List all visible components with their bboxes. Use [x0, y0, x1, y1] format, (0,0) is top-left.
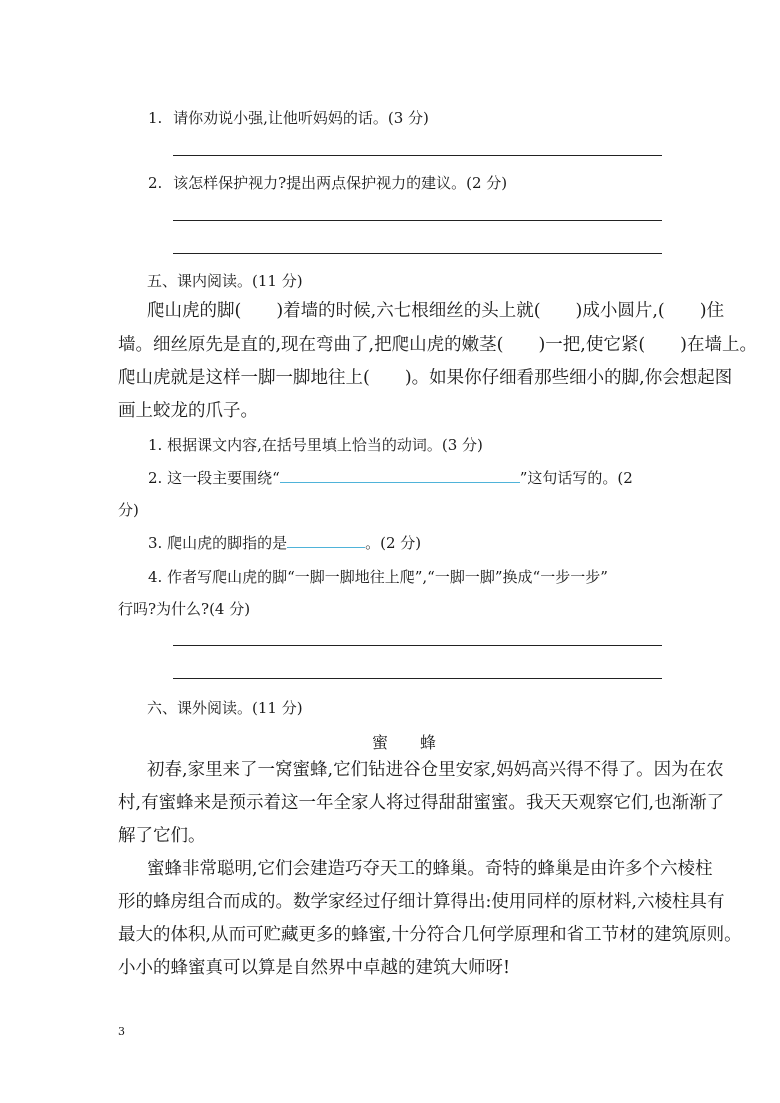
answer-line[interactable] — [173, 678, 662, 679]
answer-line[interactable] — [173, 645, 662, 646]
question-5-4: 4. 作者写爬山虎的脚“一脚一脚地往上爬”,“一脚一脚”换成“一步一步” — [148, 568, 608, 586]
question-1: 1. 请你劝说小强,让他听妈妈的话。(3 分) — [148, 109, 429, 127]
page-number: 3 — [118, 1025, 125, 1038]
section-5-heading: 五、课内阅读。(11 分) — [147, 272, 303, 290]
article-line: 形的蜂房组合而成的。数学家经过仔细计算得出:使用同样的原材料,六棱柱具有 — [118, 892, 725, 912]
question-5-1: 1. 根据课文内容,在括号里填上恰当的动词。(3 分) — [148, 436, 483, 454]
article-line: 小小的蜂蜜真可以算是自然界中卓越的建筑大师呀! — [118, 958, 511, 978]
article-line: 解了它们。 — [118, 826, 206, 846]
passage-line: 墙。细丝原先是直的,现在弯曲了,把爬山虎的嫩茎( )一把,使它紧( )在墙上。 — [118, 335, 757, 355]
question-5-3: 3. 爬山虎的脚指的是 。(2 分) — [148, 534, 422, 552]
fill-blank[interactable] — [280, 468, 520, 483]
article-line: 最大的体积,从而可贮藏更多的蜂蜜,十分符合几何学原理和省工节材的建筑原则。 — [118, 925, 742, 945]
answer-line[interactable] — [173, 155, 662, 156]
question-5-2-cont: 分) — [118, 501, 139, 519]
question-5-2: 2. 这一段主要围绕“ ”这句话写的。(2 — [148, 469, 633, 487]
passage-line: 爬山虎就是这样一脚一脚地往上( )。如果你仔细看那些细小的脚,你会想起图 — [118, 368, 733, 388]
passage-line: 爬山虎的脚( )着墙的时候,六七根细丝的头上就( )成小圆片,( )住 — [147, 301, 725, 321]
fill-blank[interactable] — [287, 533, 365, 548]
answer-line[interactable] — [173, 220, 662, 221]
article-title: 蜜 蜂 — [372, 733, 437, 752]
answer-line[interactable] — [173, 253, 662, 254]
question-5-4-cont: 行吗?为什么?(4 分) — [118, 600, 251, 618]
section-6-heading: 六、课外阅读。(11 分) — [147, 699, 303, 717]
article-line: 村,有蜜蜂来是预示着这一年全家人将过得甜甜蜜蜜。我天天观察它们,也渐渐了 — [118, 793, 725, 813]
article-line: 蜜蜂非常聪明,它们会建造巧夺天工的蜂巢。奇特的蜂巢是由许多个六棱柱 — [147, 859, 713, 879]
article-line: 初春,家里来了一窝蜜蜂,它们钻进谷仓里安家,妈妈高兴得不得了。因为在农 — [147, 760, 724, 780]
question-2: 2. 该怎样保护视力?提出两点保护视力的建议。(2 分) — [148, 174, 508, 192]
passage-line: 画上蛟龙的爪子。 — [118, 401, 258, 421]
